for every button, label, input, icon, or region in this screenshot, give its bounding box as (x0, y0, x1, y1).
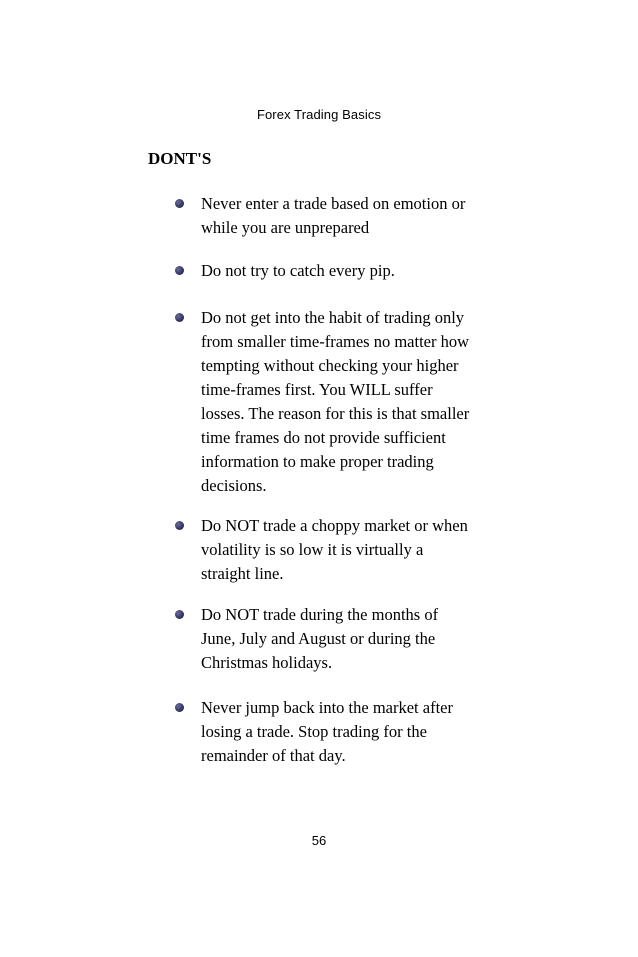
list-item (177, 514, 497, 586)
list-item-text: Do not get into the habit of trading only from smaller time-frames no matter how tempting without checking your higher time-frames first. You WILL suffer losses. The reason for this is that smaller time frames do not provide sufficient information to make proper trading decisions. (201, 308, 470, 495)
bullet-icon (175, 521, 184, 530)
list-item (177, 192, 497, 240)
list-item (177, 306, 497, 498)
bullet-icon (175, 266, 184, 275)
list-item (177, 603, 497, 675)
bullet-icon (175, 703, 184, 712)
bullet-icon (175, 199, 184, 208)
bullet-icon (175, 610, 184, 619)
running-header: Forex Trading Basics (256, 107, 382, 122)
list-item-text: Never jump back into the market after losing a trade. Stop trading for the remainder of that day. (201, 698, 453, 765)
bullet-icon (175, 313, 184, 322)
list-item (177, 259, 497, 283)
page-number: 56 (311, 833, 327, 848)
list-item-text: Do not try to catch every pip. (201, 261, 395, 280)
list-item-text: Do NOT trade during the months of June, July and August or during the Christmas holidays. (201, 605, 439, 672)
list-item-text: Never enter a trade based on emotion or while you are unprepared (201, 194, 466, 237)
list-item-text: Do NOT trade a choppy market or when volatility is so low it is virtually a straight line. (201, 516, 468, 583)
list-item (177, 696, 497, 768)
section-heading: DONT'S (148, 149, 212, 168)
